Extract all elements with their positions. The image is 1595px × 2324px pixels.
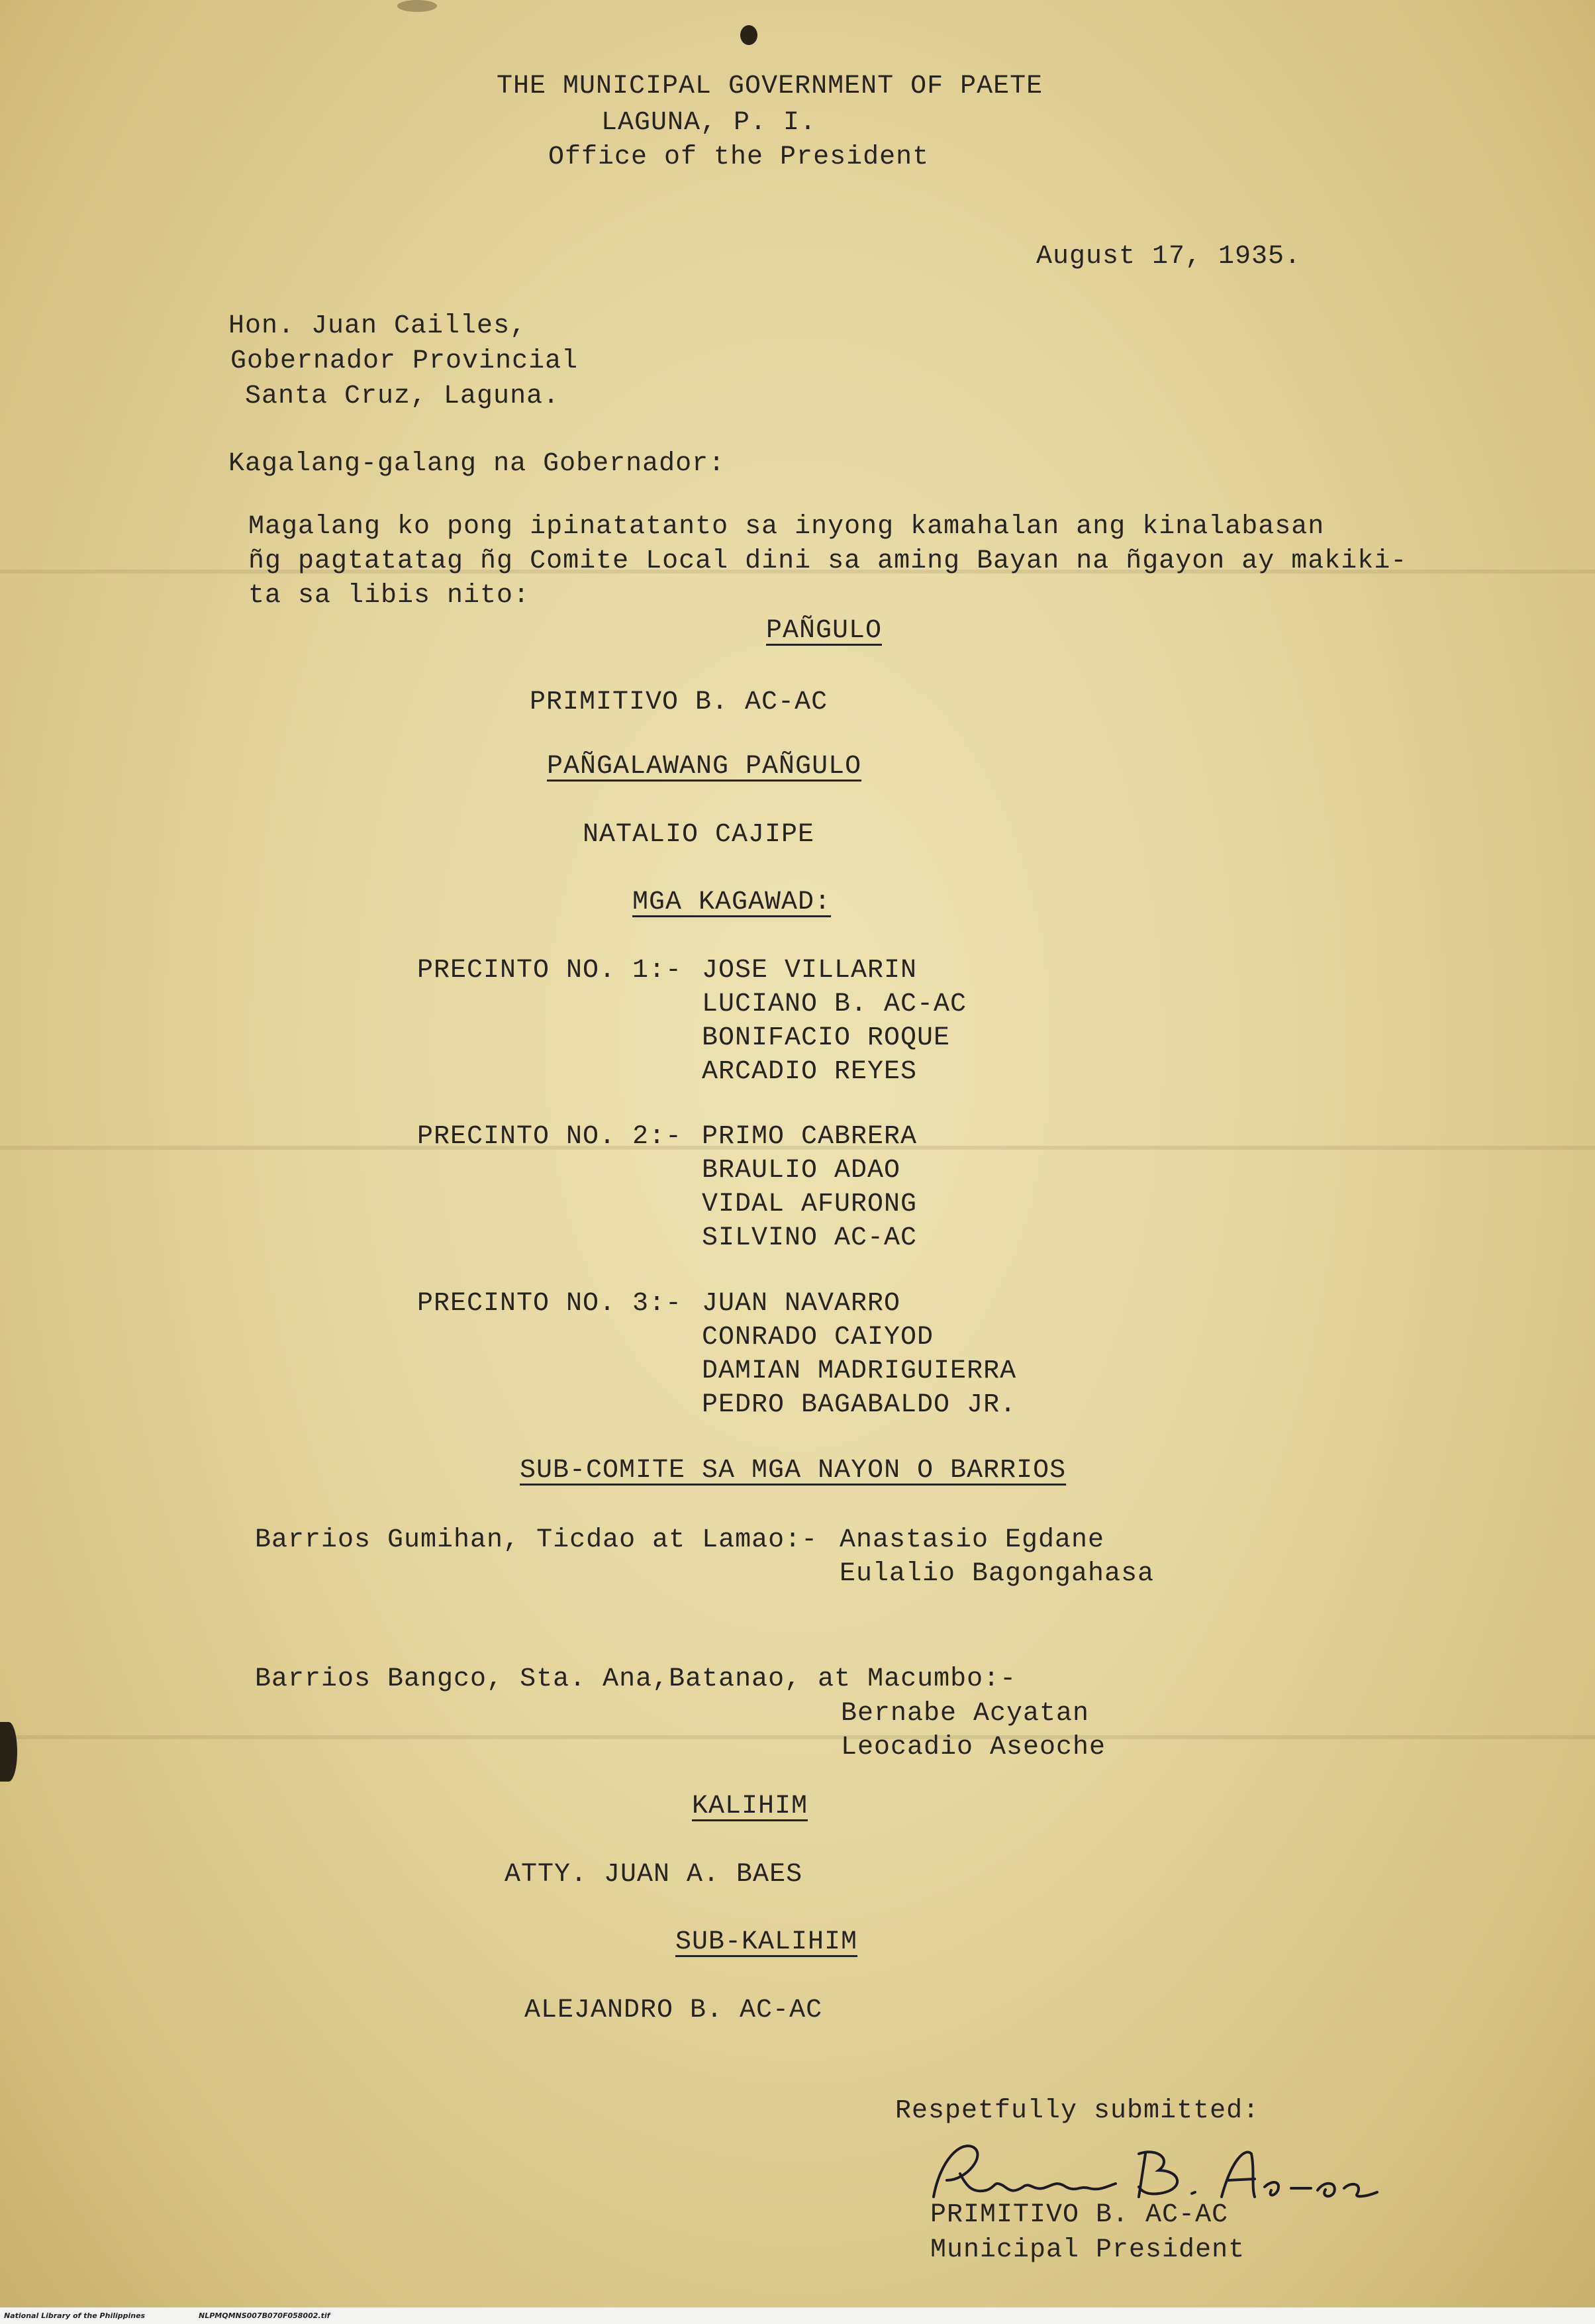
member-name: Eulalio Bagongahasa: [840, 1559, 1155, 1589]
addressee-location: Santa Cruz, Laguna.: [245, 381, 560, 411]
addressee-title: Gobernador Provincial: [230, 346, 579, 376]
ink-stain: [740, 25, 757, 45]
kalihim-heading: KALIHIM: [692, 1792, 808, 1821]
signer-name: PRIMITIVO B. AC-AC: [930, 2200, 1229, 2230]
member-name: CONRADO CAIYOD: [702, 1323, 934, 1352]
pangalawang-name: NATALIO CAJIPE: [583, 820, 815, 850]
precinct-3-members: [702, 1289, 1016, 1424]
member-name: VIDAL AFURONG: [702, 1189, 918, 1219]
precinct-2-label: PRECINTO NO. 2:-: [417, 1122, 683, 1152]
barrios-2-members: [841, 1699, 1106, 1766]
signer-title: Municipal President: [930, 2235, 1245, 2265]
member-name: LUCIANO B. AC-AC: [702, 989, 967, 1019]
member-name: ARCADIO REYES: [702, 1057, 918, 1087]
pangalawang-heading: PAÑGALAWANG PAÑGULO: [547, 752, 862, 782]
fold-line: [0, 1735, 1595, 1739]
pangulo-heading-wrap: [0, 616, 1595, 646]
pangulo-name: PRIMITIVO B. AC-AC: [530, 687, 828, 717]
precinct-1-label: PRECINTO NO. 1:-: [417, 956, 683, 985]
body-line-3: ta sa libis nito:: [248, 581, 530, 611]
barrios-2-label: Barrios Bangco, Sta. Ana,Batanao, at Macumbo:-: [255, 1664, 1017, 1694]
addressee-name: Hon. Juan Cailles,: [228, 311, 527, 341]
member-name: DAMIAN MADRIGUIERRA: [702, 1356, 1017, 1386]
edge-stain: [397, 0, 437, 12]
member-name: JUAN NAVARRO: [702, 1289, 901, 1319]
member-name: Bernabe Acyatan: [841, 1699, 1090, 1729]
body-line-1: Magalang ko pong ipinatatanto sa inyong kamahalan ang kinalabasan: [248, 512, 1325, 542]
barrios-1-label: Barrios Gumihan, Ticdao at Lamao:-: [255, 1525, 818, 1555]
salutation: Kagalang-galang na Gobernador:: [228, 449, 726, 479]
letterhead-line-1: THE MUNICIPAL GOVERNMENT OF PAETE: [497, 72, 1043, 101]
subcomite-heading: SUB-COMITE SA MGA NAYON O BARRIOS: [520, 1456, 1067, 1486]
pangulo-heading: PAÑGULO: [765, 616, 883, 646]
subkalihim-name: ALEJANDRO B. AC-AC: [524, 1996, 823, 2025]
pangalawang-heading-wrap: [547, 752, 861, 782]
subkalihim-heading-wrap: [675, 1927, 857, 1957]
member-name: PRIMO CABRERA: [702, 1122, 918, 1152]
closing-phrase: Respetfully submitted:: [895, 2096, 1260, 2126]
member-name: Leocadio Aseoche: [841, 1733, 1106, 1762]
subkalihim-heading: SUB-KALIHIM: [675, 1927, 858, 1957]
barrios-1-members: [840, 1525, 1154, 1593]
letterhead-line-2: LAGUNA, P. I.: [601, 108, 817, 138]
precinct-1-members: [702, 956, 967, 1091]
kalihim-heading-wrap: [692, 1792, 808, 1821]
member-name: JOSE VILLARIN: [702, 956, 918, 985]
archive-name: National Library of the Philippines: [4, 2311, 146, 2320]
body-line-2: ñg pagtatatag ñg Comite Local dini sa aming Bayan na ñgayon ay makiki-: [248, 546, 1408, 576]
archive-footer: [0, 2307, 1595, 2324]
kagawad-heading-wrap: [632, 887, 831, 917]
member-name: SILVINO AC-AC: [702, 1223, 918, 1253]
letter-date: August 17, 1935.: [1036, 242, 1302, 272]
precinct-2-members: [702, 1122, 917, 1257]
kagawad-heading: MGA KAGAWAD:: [632, 887, 832, 917]
member-name: BONIFACIO ROQUE: [702, 1023, 951, 1053]
subcomite-heading-wrap: [520, 1456, 1066, 1486]
member-name: Anastasio Egdane: [840, 1525, 1105, 1555]
precinct-3-label: PRECINTO NO. 3:-: [417, 1289, 683, 1319]
edge-stain: [0, 1722, 17, 1782]
member-name: BRAULIO ADAO: [702, 1156, 901, 1186]
kalihim-name: ATTY. JUAN A. BAES: [505, 1860, 803, 1890]
member-name: PEDRO BAGABALDO JR.: [702, 1390, 1017, 1420]
letterhead-line-3: Office of the President: [548, 142, 930, 172]
archive-file-id: NLPMQMNS007B070F058002.tif: [199, 2311, 330, 2320]
